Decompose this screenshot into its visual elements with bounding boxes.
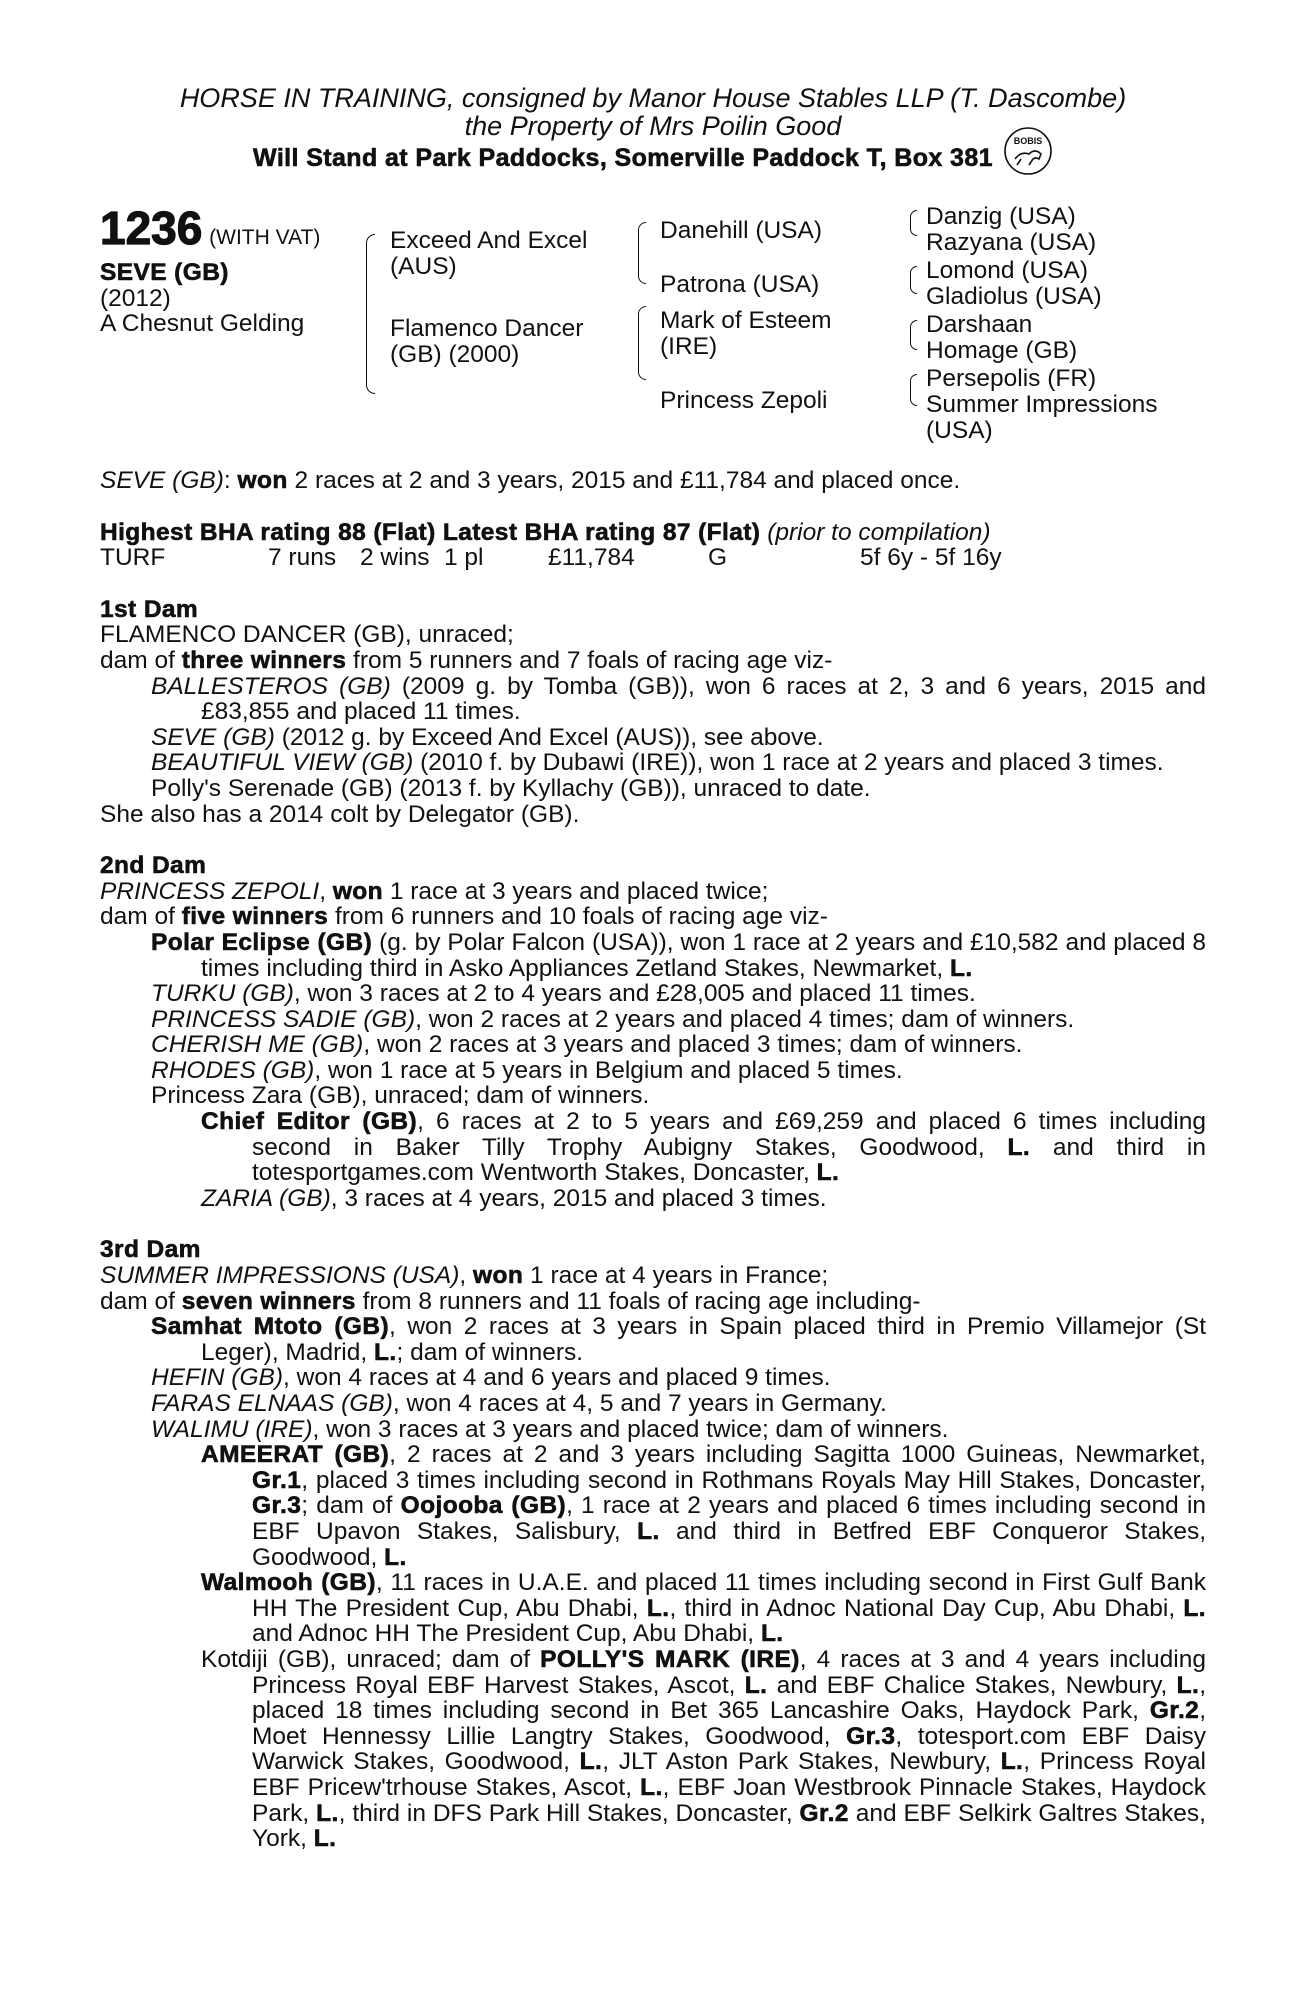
second-dam-heading: 2nd Dam xyxy=(100,852,207,880)
produce-item: Samhat Mtoto (GB), won 2 races at 3 years in Spain placed third in Premio Villamejor (St Leger), Madrid, L.; dam of winners. xyxy=(151,1313,1206,1366)
pedigree-dam: Flamenco Dancer (GB) (2000) xyxy=(390,315,584,368)
brace-sire-parents xyxy=(638,222,646,284)
brace-g2 xyxy=(910,266,917,294)
rating-line: Highest BHA rating 88 (Flat) Latest BHA rating 87 (Flat) (prior to compilation) xyxy=(100,518,991,546)
pedigree-dam-sire: Mark of Esteem (IRE) xyxy=(660,307,832,360)
brace-dam-parents xyxy=(638,306,646,380)
horse-year: (2012) xyxy=(100,284,171,312)
first-dam-produce-intro: dam of three winners from 5 runners and 7 foals of racing age viz- xyxy=(100,646,833,674)
pedigree-g2: Razyana (USA) xyxy=(926,229,1097,256)
stand-line xyxy=(100,136,1206,176)
pedigree-g4: Gladiolus (USA) xyxy=(926,283,1102,310)
horse-name: SEVE (GB) xyxy=(100,259,229,286)
pedigree-g8: Summer Impressions (USA) xyxy=(926,391,1158,444)
race-summary: SEVE (GB): won 2 races at 2 and 3 years, 2015 and £11,784 and placed once. xyxy=(100,467,961,494)
third-dam-line: SUMMER IMPRESSIONS (USA), won 1 race at 4 years in France; xyxy=(100,1262,829,1290)
produce-item: Polar Eclipse (GB) (g. by Polar Falcon (USA)), won 1 race at 2 years and £10,582 and placed 8 times including third in Asko Appliances Zetland Stakes, Newmarket, L. xyxy=(151,928,1207,982)
produce-item: Polly's Serenade (GB) (2013 f. by Kyllachy (GB)), unraced to date. xyxy=(151,774,871,802)
brace-sire-dam xyxy=(366,234,375,394)
stats-row: TURF 7 runs 2 wins 1 pl £11,784 G 5f 6y - 5f 16y xyxy=(100,544,1002,572)
grandproduce-item: AMEERAT (GB), 2 races at 2 and 3 years including Sagitta 1000 Guineas, Newmarket, Gr.1, placed 3 times including second in Rothmans Royals May Hill Stakes, Doncaster, Gr.3; dam of Oojooba (GB), 1 race at 2 years and placed 6 times including second in EBF Upavon Stakes, Salisbury, L. and third in Betfred EBF Conqueror Stakes, Goodwood, L. xyxy=(201,1441,1207,1571)
produce-item: CHERISH ME (GB), won 2 races at 3 years and placed 3 times; dam of winners. xyxy=(151,1031,1023,1059)
grandproduce-item: Walmooh (GB), 11 races in U.A.E. and placed 11 times including second in First Gulf Bank HH The President Cup, Abu Dhabi, L., third in Adnoc National Day Cup, Abu Dhabi, L. and Adnoc HH The President Cup, Abu Dhabi, L. xyxy=(201,1569,1206,1648)
catalogue-page xyxy=(100,84,1206,1852)
lot-info xyxy=(100,204,320,337)
pedigree-g3: Lomond (USA) xyxy=(926,257,1089,284)
first-dam-line: FLAMENCO DANCER (GB), unraced; xyxy=(100,621,514,649)
pedigree-g5: Darshaan xyxy=(926,311,1033,338)
pedigree-sire-sire: Danehill (USA) xyxy=(660,217,823,244)
owner-line: the Property of Mrs Poilin Good xyxy=(464,111,842,141)
pedigree-dam-dam: Princess Zepoli xyxy=(660,387,828,414)
second-dam-line: PRINCESS ZEPOLI, won 1 race at 3 years and placed twice; xyxy=(100,877,769,905)
consignor-line: HORSE IN TRAINING, consigned by Manor House Stables LLP (T. Dascombe) xyxy=(179,83,1127,113)
pedigree-sire: Exceed And Excel (AUS) xyxy=(390,227,588,280)
produce-item: BALLESTEROS (GB) (2009 g. by Tomba (GB)), won 6 races at 2, 3 and 6 years, 2015 and £83,855 and placed 11 times. xyxy=(151,672,1207,726)
lot-vat: (WITH VAT) xyxy=(209,226,321,249)
grandproduce-item: Kotdiji (GB), unraced; dam of POLLY'S MARK (IRE), 4 races at 3 and 4 years including Princess Royal EBF Harvest Stakes, Ascot, L. and EBF Chalice Stakes, Newbury, L., placed 18 times including second in Bet 365 Lancashire Oaks, Haydock Park, Gr.2, Moet Hennessy Lillie Langtry Stakes, Goodwood, Gr.3, totesport.com EBF Daisy Warwick Stakes, Goodwood, L., JLT Aston Park Stakes, Newbury, L., Princess Royal EBF Pricew'trhouse Stakes, Ascot, L., EBF Joan Westbrook Pinnacle Stakes, Haydock Park, L., third in DFS Park Hill Stakes, Doncaster, Gr.2 and EBF Selkirk Galtres Stakes, York, L. xyxy=(201,1645,1207,1853)
third-dam-heading: 3rd Dam xyxy=(100,1236,201,1264)
produce-item: WALIMU (IRE), won 3 races at 3 years and placed twice; dam of winners. xyxy=(151,1415,949,1443)
logo-text: BOBIS xyxy=(1013,136,1043,146)
first-dam-heading: 1st Dam xyxy=(100,595,199,623)
produce-item: SEVE (GB) (2012 g. by Exceed And Excel (AUS)), see above. xyxy=(151,723,824,751)
brace-g4 xyxy=(910,374,917,406)
pedigree-g1: Danzig (USA) xyxy=(926,203,1076,230)
brace-g3 xyxy=(910,320,917,350)
produce-item: HEFIN (GB), won 4 races at 4 and 6 years and placed 9 times. xyxy=(151,1364,831,1392)
bobis-logo-icon xyxy=(1003,126,1053,176)
produce-item: TURKU (GB), won 3 races at 2 to 4 years and £28,005 and placed 11 times. xyxy=(151,980,976,1008)
pedigree-sire-dam: Patrona (USA) xyxy=(660,271,820,298)
lot-number: 1236 xyxy=(100,202,203,254)
produce-item: FARAS ELNAAS (GB), won 4 races at 4, 5 and 7 years in Germany. xyxy=(151,1390,887,1417)
first-dam-also: She also has a 2014 colt by Delegator (GB). xyxy=(100,800,580,828)
pedigree-g6: Homage (GB) xyxy=(926,337,1078,364)
grandproduce-item: Chief Editor (GB), 6 races at 2 to 5 years and £69,259 and placed 6 times including second in Baker Tilly Trophy Aubigny Stakes, Goodwood, L. and third in totesportgames.com Wentworth Stakes, Doncaster, L. xyxy=(201,1108,1206,1187)
grandproduce-item: ZARIA (GB), 3 races at 4 years, 2015 and placed 3 times. xyxy=(201,1184,827,1212)
horse-description: A Chesnut Gelding xyxy=(100,310,305,338)
produce-item: BEAUTIFUL VIEW (GB) (2010 f. by Dubawi (IRE)), won 1 race at 2 years and placed 3 times. xyxy=(151,749,1164,777)
third-dam-produce-intro: dam of seven winners from 8 runners and 11 foals of racing age including- xyxy=(100,1287,921,1315)
pedigree-g7: Persepolis (FR) xyxy=(926,365,1097,392)
brace-g1 xyxy=(910,210,917,236)
produce-item: PRINCESS SADIE (GB), won 2 races at 2 years and placed 4 times; dam of winners. xyxy=(151,1005,1075,1033)
second-dam-produce-intro: dam of five winners from 6 runners and 10 foals of racing age viz- xyxy=(100,903,828,931)
produce-item: Princess Zara (GB), unraced; dam of winners. xyxy=(151,1082,650,1110)
produce-item: RHODES (GB), won 1 race at 5 years in Belgium and placed 5 times. xyxy=(151,1056,903,1084)
stand-text: Will Stand at Park Paddocks, Somerville Paddock T, Box 381 xyxy=(253,144,993,172)
pedigree-block xyxy=(100,204,1206,468)
